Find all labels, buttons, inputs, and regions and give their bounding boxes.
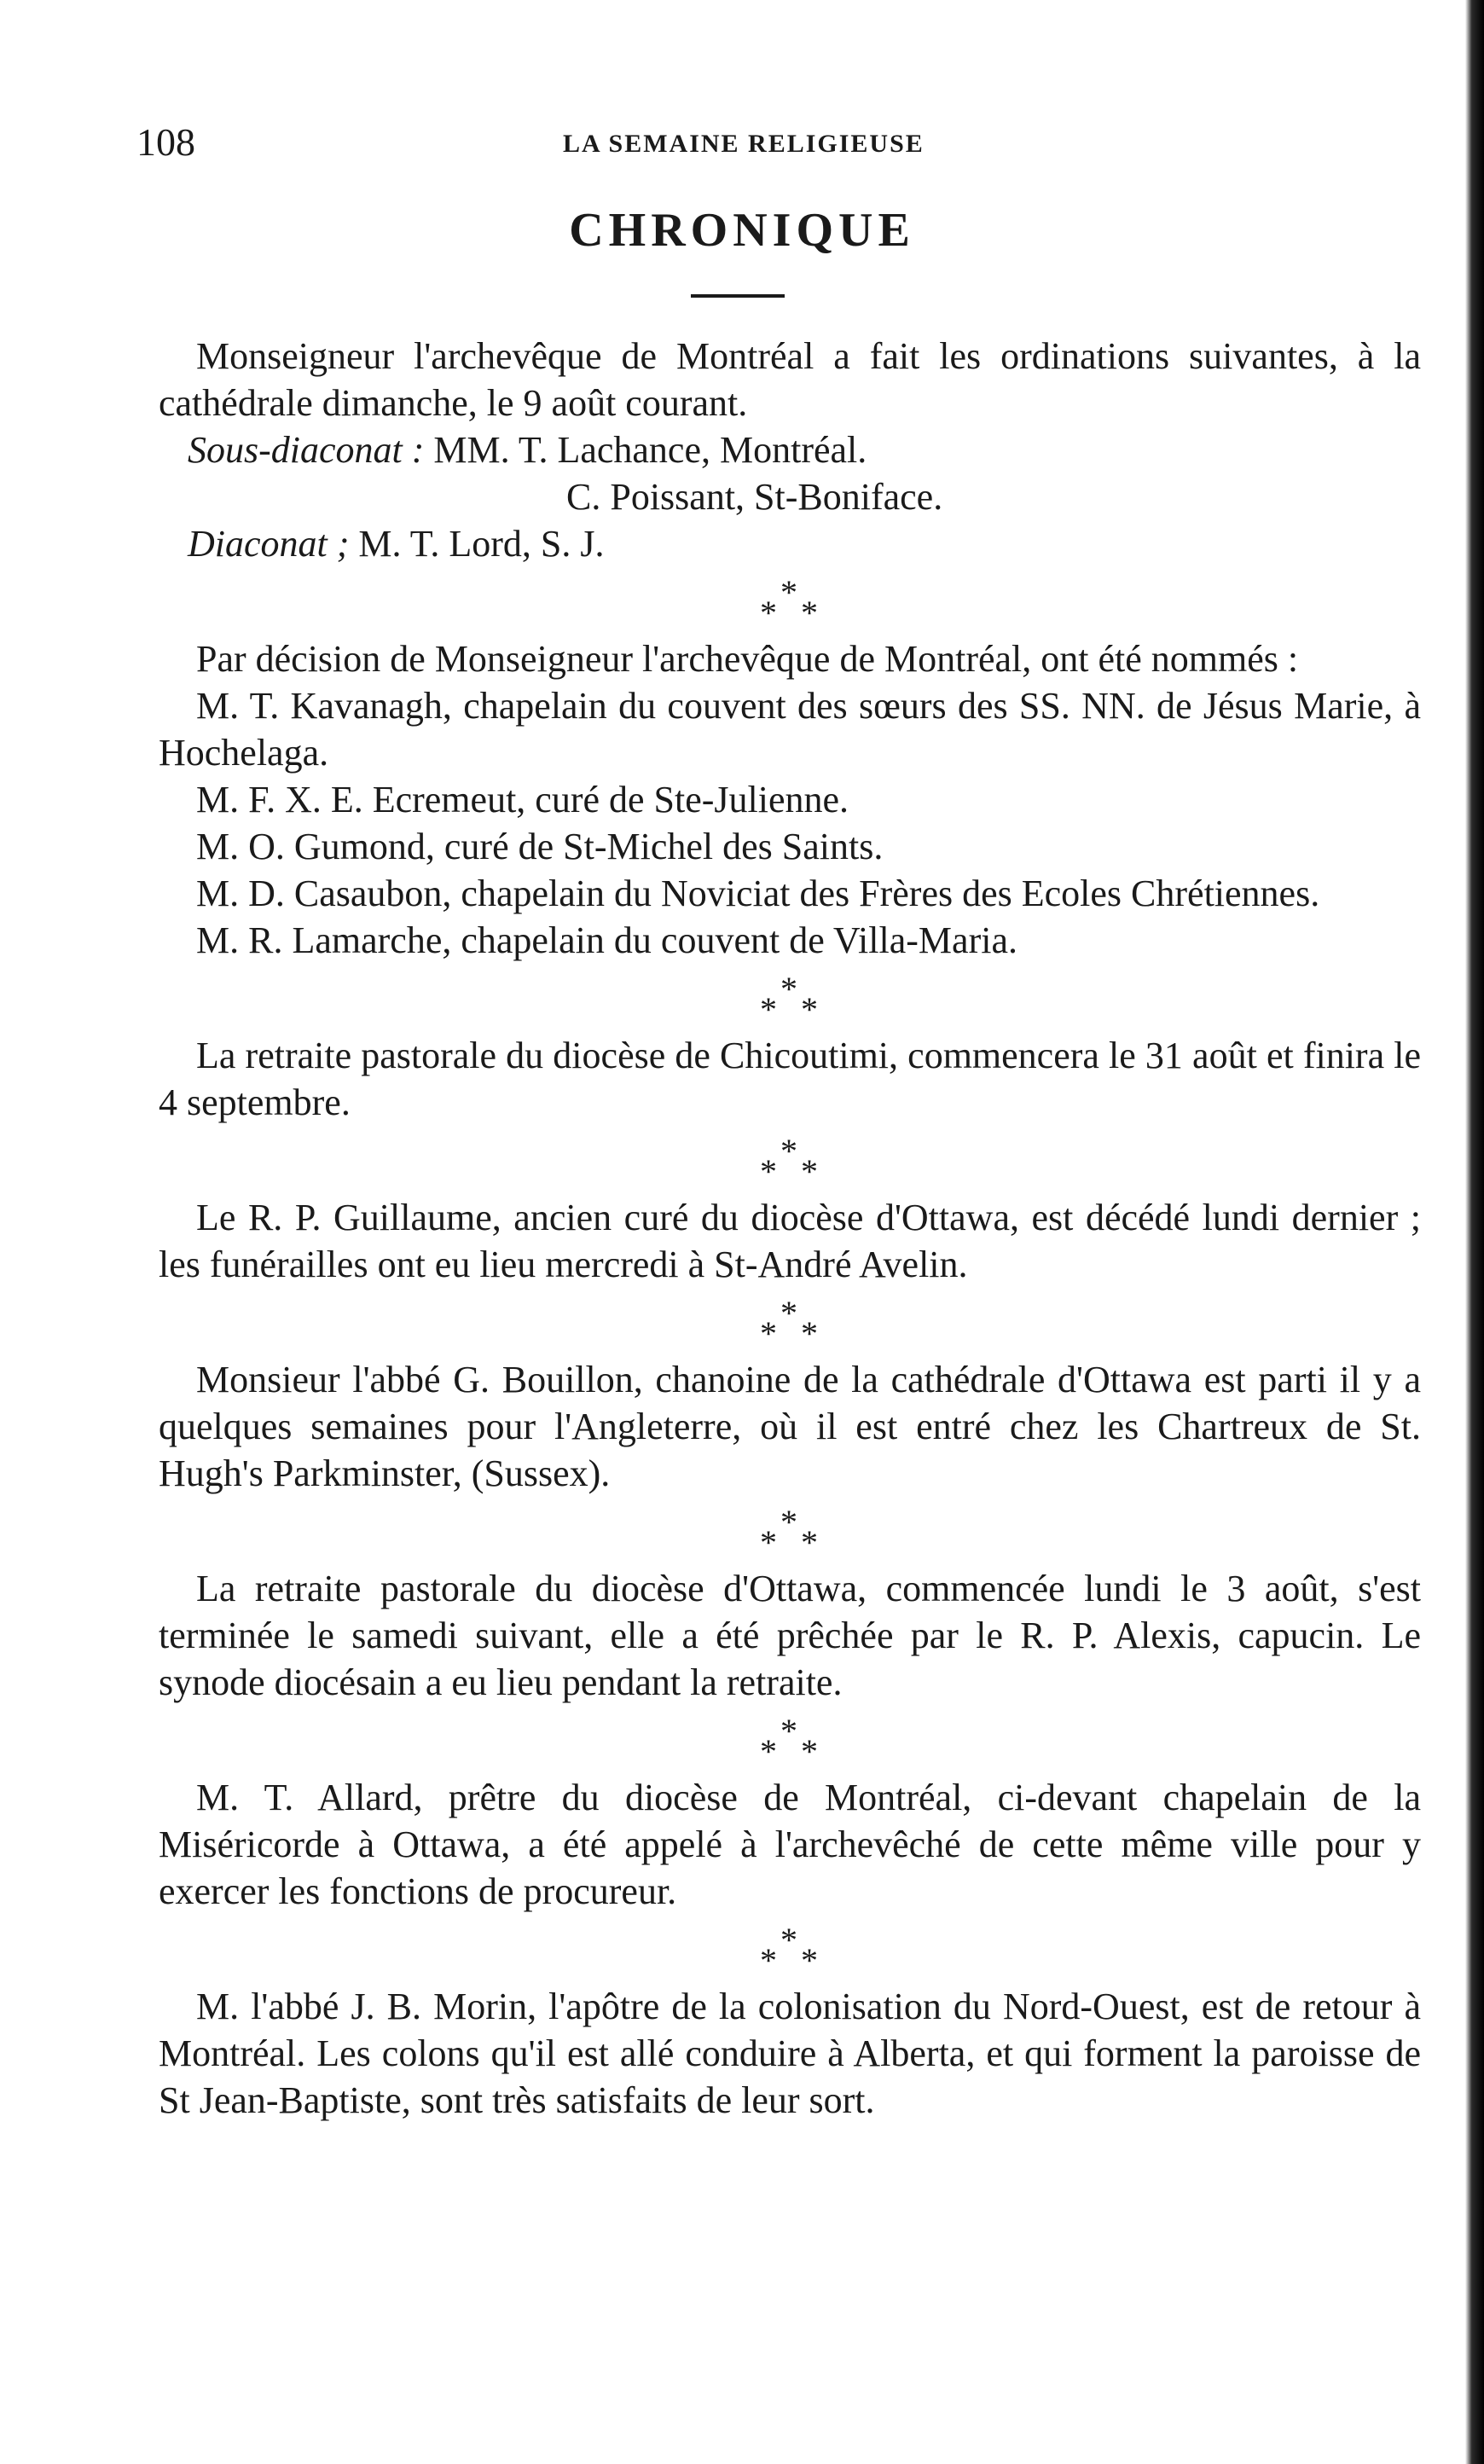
page-header <box>136 119 1356 171</box>
nomination-item: M. T. Kavanagh, chapelain du couvent des sœurs des SS. NN. de Jésus Marie, à Hochelaga. <box>159 685 1421 774</box>
running-title: LA SEMAINE RELIGIEUSE <box>563 130 925 158</box>
asterism-separator: * * * <box>760 1132 818 1191</box>
nomination-item: M. R. Lamarche, chapelain du couvent de Villa-Maria. <box>196 919 1017 961</box>
asterism-separator: * * * <box>760 1503 818 1562</box>
nominations-intro: Par décision de Monseigneur l'archevêque de Montréal, ont été nommés : <box>196 638 1299 680</box>
sous-diaconat-ordinand: MM. T. Lachance, Montréal. <box>433 429 867 471</box>
page-number: 108 <box>136 120 195 164</box>
ordinations-intro: Monseigneur l'archevêque de Montréal a fait les ordinations suivantes, à la cathédrale dimanche, le 9 août courant. <box>159 335 1421 424</box>
nomination-item: M. D. Casaubon, chapelain du Noviciat des Frères des Ecoles Chrétiennes. <box>196 873 1320 914</box>
sous-diaconat-line-2: C. Poissant, St-Boniface. <box>566 476 943 518</box>
diaconat-line <box>159 520 1421 567</box>
sous-diaconat-line <box>159 426 1421 473</box>
gap <box>159 322 1421 333</box>
asterism-separator: * * * <box>760 573 818 632</box>
news-paragraph: M. l'abbé J. B. Morin, l'apôtre de la colonisation du Nord-Ouest, est de retour à Montréal. Les colons qu'il est allé conduire à Alberta, et qui forment la paroisse de St Jean-Baptiste, sont très satisfaits de leur sort. <box>159 1986 1421 2121</box>
news-paragraph: Monsieur l'abbé G. Bouillon, chanoine de la cathédrale d'Ottawa est parti il y a quelques semaines pour l'Angleterre, où il est entré chez les Chartreux de St. Hugh's Parkminster, (Sussex). <box>159 1359 1421 1494</box>
diaconat-label: Diaconat ; <box>188 523 350 565</box>
asterism-separator: * * * <box>760 970 818 1029</box>
section-title: CHRONIQUE <box>569 204 915 257</box>
sous-diaconat-label: Sous-diaconat : <box>188 429 425 471</box>
news-paragraph: La retraite pastorale du diocèse de Chicoutimi, commencera le 31 août et finira le 4 septembre. <box>159 1035 1421 1123</box>
article-body <box>159 322 1421 2124</box>
diaconat-ordinand: M. T. Lord, S. J. <box>358 523 605 565</box>
asterism-separator: * * * <box>760 1921 818 1980</box>
news-paragraph: Le R. P. Guillaume, ancien curé du diocèse d'Ottawa, est décédé lundi dernier ; les funérailles ont eu lieu mercredi à St-André Avelin. <box>159 1197 1421 1285</box>
news-paragraph: M. T. Allard, prêtre du diocèse de Montréal, ci-devant chapelain de la Miséricorde à Ottawa, a été appelé à l'archevêché de cette même ville pour y exercer les fonctions de procureur. <box>159 1777 1421 1912</box>
nomination-item: M. F. X. E. Ecremeut, curé de Ste-Julienne. <box>196 779 849 820</box>
nomination-item: M. O. Gumond, curé de St-Michel des Saints. <box>196 826 884 867</box>
asterism-separator: * * * <box>760 1712 818 1771</box>
page-binding-edge <box>1465 0 1484 2464</box>
news-paragraph: La retraite pastorale du diocèse d'Ottawa, commencée lundi le 3 août, s'est terminée le samedi suivant, elle a été prêchée par le R. P. Alexis, capucin. Le synode diocésain a eu lieu pendant la retraite. <box>159 1568 1421 1703</box>
asterism-separator: * * * <box>760 1294 818 1353</box>
title-rule <box>691 294 785 298</box>
